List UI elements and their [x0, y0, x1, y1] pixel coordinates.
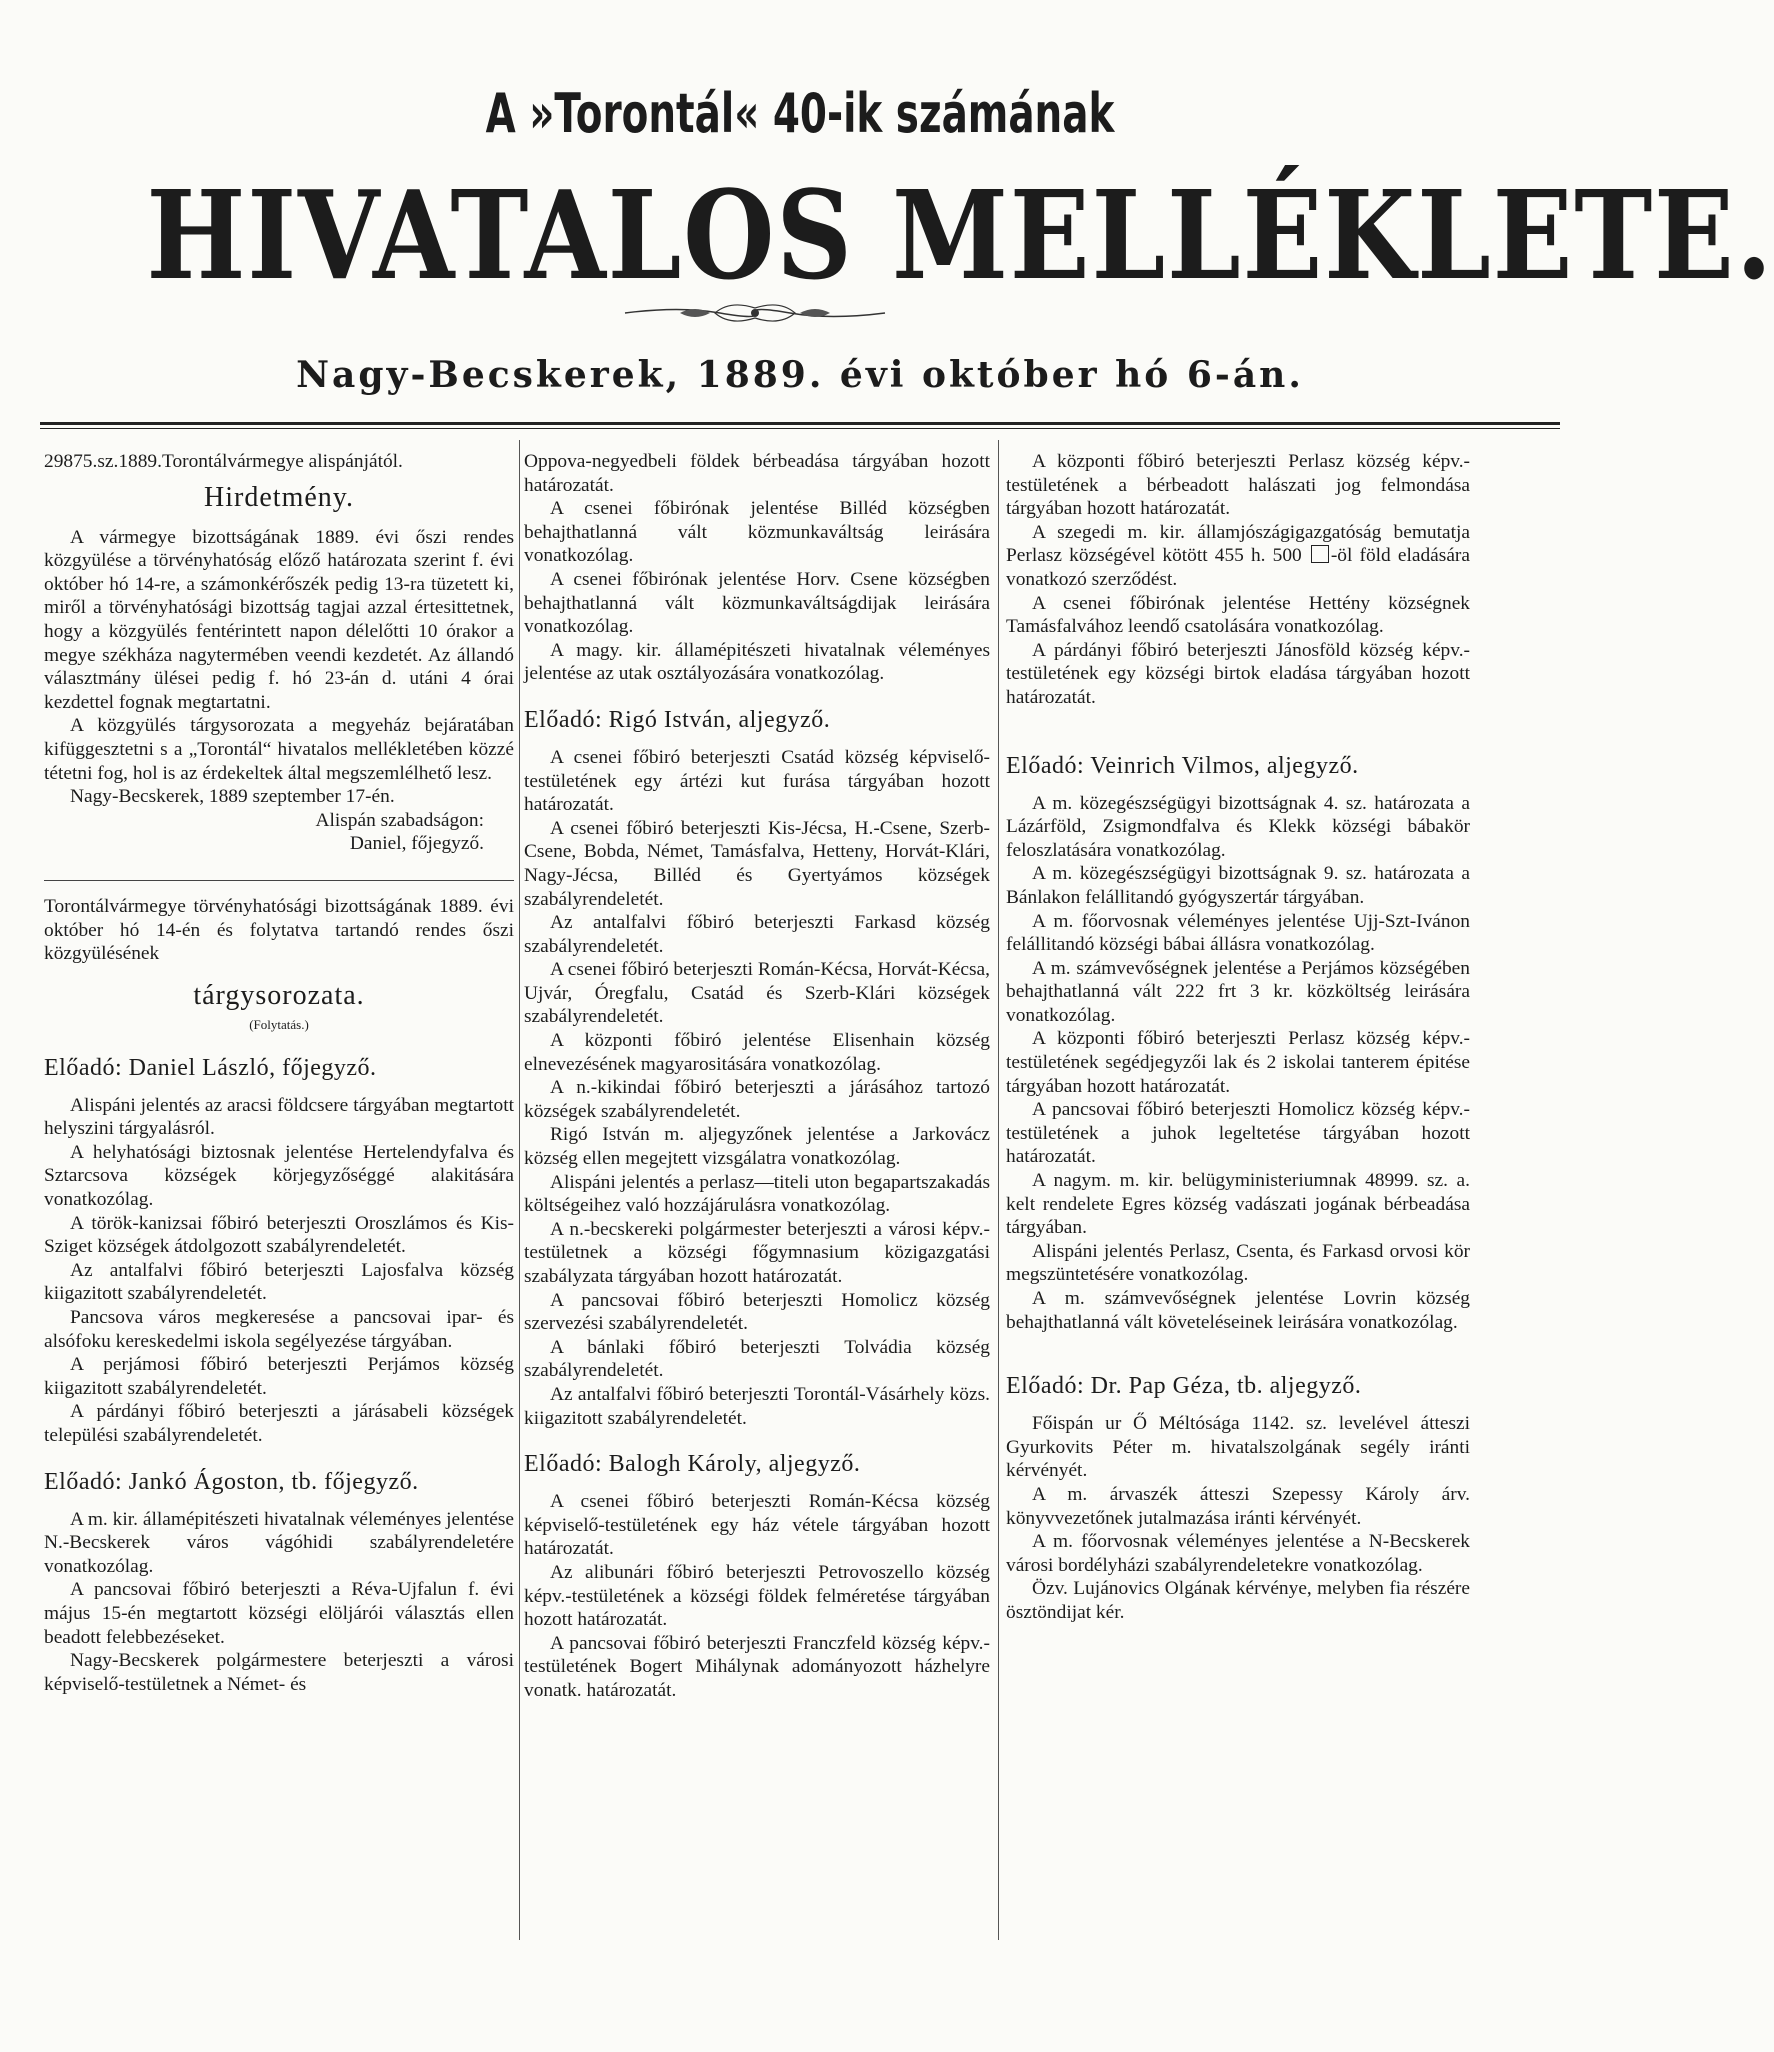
- ornament-divider-icon: [620, 296, 890, 330]
- agenda-item: A magy. kir. államépitészeti hivatalnak véleményes jelentése az utak osztályozására vonatkozólag.: [524, 639, 990, 685]
- column-2: [524, 450, 990, 1703]
- presenter-heading: Előadó: Rigó István, aljegyző.: [524, 706, 831, 733]
- agenda-item-text: -öl föld eladására vonatkozó szerződést.: [1006, 545, 1470, 590]
- agenda-item: A pancsovai főbiró beterjeszti Homolicz község szervezési szabályrendeletét.: [524, 1289, 990, 1335]
- agenda-item: Rigó István m. aljegyzőnek jelentése a Jarkovácz község ellen megejtett vizsgálatra vonatkozólag.: [524, 1124, 990, 1170]
- agenda-item: A csenei főbirónak jelentése Horv. Csene községben behajthatlanná vált közmunkaváltságdijak leirására vonatkozólag.: [524, 568, 990, 638]
- agenda-item: A párdányi főbiró beterjeszti Jánosföld község képv.-testületének egy községi birtok eladása tárgyában hozott határozatát.: [1006, 639, 1470, 708]
- presenter-heading: Előadó: Dr. Pap Géza, tb. aljegyző.: [1006, 1373, 1362, 1400]
- agenda-item: A pancsovai főbiró beterjeszti Franczfeld község képv.-testületének Bogert Mihálynak adományozott házhelyre vonatk. határozatát.: [524, 1632, 990, 1701]
- agenda-item: Alispáni jelentés az aracsi földcsere tárgyában megtartott helyszini tárgyalásról.: [44, 1094, 514, 1140]
- notice-paragraph: A közgyülés tárgysorozata a megyeház bejáratában kifüggesztetni s a „Torontál“ hivatalos mellékletében közzé tétetni fog, hol is az érdekeltek által megszemlélhető lesz.: [44, 715, 514, 784]
- agenda-item: A m. főorvosnak véleményes jelentése a N-Becskerek városi bordélyházi szabályrendeletekre vonatkozólag.: [1006, 1531, 1470, 1576]
- continued-note: (Folytatás.): [249, 1016, 309, 1032]
- agenda-item: Alispáni jelentés Perlasz, Csenta, és Farkasd orvosi kör megszüntetésére vonatkozólag.: [1006, 1240, 1470, 1286]
- agenda-item: A csenei főbiró beterjeszti Kis-Jécsa, H.-Csene, Szerb-Csene, Bobda, Német, Tamásfalva, Hetteny, Horvát-Klári, Nagy-Jécsa, Billéd és Gyertyámos községek szabályrendeletét.: [524, 817, 990, 910]
- signature-line: Alispán szabadságon:: [315, 809, 484, 831]
- presenter-heading: Előadó: Veinrich Vilmos, aljegyző.: [1006, 752, 1359, 779]
- square-fathom-icon: [1311, 545, 1329, 563]
- agenda-item: A csenei főbiró beterjeszti Csatád község képviselő-testületének egy ártézi kut furása tárgyában hozott határozatát.: [524, 746, 990, 816]
- agenda-item: Alispáni jelentés a perlasz—titeli uton begapartszakadás költségeihez való hozzájárulásra vonatkozólag.: [524, 1171, 990, 1217]
- notice-date: Nagy-Becskerek, 1889 szeptember 17-én.: [70, 786, 395, 808]
- agenda-item: A perjámosi főbiró beterjeszti Perjámos község kiigazitott szabályrendeletét.: [44, 1354, 514, 1399]
- agenda-item: Az antalfalvi főbiró beterjeszti Lajosfalva község kiigazitott szabályrendeletét.: [44, 1259, 514, 1305]
- agenda-item: A m. számvevőségnek jelentése a Perjámos községében behajthatlanná vált 222 frt 3 kr. közköltség leirására vonatkozólag.: [1006, 957, 1470, 1026]
- agenda-item: Az antalfalvi főbiró beterjeszti Farkasd község szabályrendeletét.: [524, 912, 990, 957]
- agenda-item: Oppova-negyedbeli földek bérbeadása tárgyában hozott határozatát.: [524, 451, 990, 496]
- agenda-item: A pancsovai főbiró beterjeszti a Réva-Ujfalun f. évi május 15-én megtartott községi elöljárói választás ellen beadott felebbezéseket.: [44, 1579, 514, 1648]
- agenda-item: Főispán ur Ő Méltósága 1142. sz. levelével átteszi Gyurkovits Péter m. hivatalszolgának segély iránti kérvényét.: [1006, 1413, 1470, 1482]
- notice-reference: 29875.sz.1889.Torontálvármegye alispánjától.: [44, 451, 403, 472]
- agenda-item: A nagym. m. kir. belügyministeriumnak 48999. sz. a. kelt rendelete Egres község vadászati jogának bérbeadása tárgyában.: [1006, 1170, 1470, 1239]
- notice-heading: Hirdetmény.: [204, 481, 354, 513]
- agenda-item: [1006, 521, 1470, 592]
- dateline: Nagy-Becskerek, 1889. évi október hó 6-án.: [296, 354, 1304, 396]
- agenda-item-text: A szegedi m. kir. államjószágigazgatóság bemutatja Perlasz községével kötött 455 h. 500: [1006, 521, 1470, 567]
- agenda-item: A török-kanizsai főbiró beterjeszti Oroszlámos és Kis-Sziget községek átdolgozott szabályrendeletét.: [44, 1212, 514, 1258]
- section-rule: [44, 880, 514, 881]
- agenda-item: A m. főorvosnak véleményes jelentése Ujj-Szt-Ivánon felállitandó községi bábai állásra vonatkozólag.: [1006, 910, 1470, 956]
- signature-name: Daniel, főjegyző.: [349, 833, 484, 855]
- agenda-item: A m. közegészségügyi bizottságnak 9. sz. határozata a Bánlakon felállitandó gyógyszertár tárgyában.: [1006, 863, 1470, 908]
- agenda-item: A központi főbiró beterjeszti Perlasz község képv.-testületének a bérbeadott halászati jog felmondása tárgyában hozott határozatát.: [1006, 451, 1470, 520]
- agenda-item: A csenei főbiró beterjeszti Román-Kécsa község képviselő-testületének egy ház vétele tárgyában hozott határozatát.: [524, 1491, 990, 1560]
- notice-paragraph: A vármegye bizottságának 1889. évi őszi rendes közgyülése a törvényhatóság előző határozata szerint f. évi október hó 14-re, a számonkérőszék pedig 13-ra tüzetett ki, miről a törvényhatósági bizottság tagjai azzal értesittetnek, hogy a közgyülés fentérintett napon délelőtti 10 órakor a megye székháza nagytermében veendi kezdetét. Az állandó választmány ülései pedig f. hó 23-án d. utáni 4 órai kezdettel fognak megtartatni.: [44, 526, 514, 713]
- agenda-item: A m. közegészségügyi bizottságnak 4. sz. határozata a Lázárföld, Zsigmondfalva és Klekk községi bábakör feloszlatására vonatkozólag.: [1006, 792, 1470, 861]
- column-3: [1006, 450, 1470, 1625]
- agenda-item: A pancsovai főbiró beterjeszti Homolicz község képv.-testületének a juhok legeltetése tárgyában hozott határozatát.: [1006, 1099, 1470, 1168]
- agenda-item: Az antalfalvi főbiró beterjeszti Torontál-Vásárhely közs. kiigazitott szabályrendeletét.: [524, 1383, 990, 1429]
- agenda-item: Özv. Lujánovics Olgának kérvénye, melyben fia részére ösztöndijat kér.: [1006, 1578, 1470, 1623]
- agenda-item: A helyhatósági biztosnak jelentése Hertelendyfalva és Sztarcsova községek körjegyzőséggé alakitására vonatkozólag.: [44, 1141, 514, 1211]
- agenda-item: A n.-becskereki polgármester beterjeszti a városi képv.-testületnek a községi főgymnasium közigazgatási szabályzata tárgyában hozott határozatát.: [524, 1218, 990, 1287]
- agenda-item: A csenei főbiró beterjeszti Román-Kécsa, Horvát-Kécsa, Ujvár, Óregfalu, Csatád és Szerb-Klári községek szabályrendeletét.: [524, 959, 990, 1028]
- agenda-item: A n.-kikindai főbiró beterjeszti a járásához tartozó községek szabályrendeletét.: [524, 1077, 990, 1122]
- agenda-intro: Torontálvármegye törvényhatósági bizottságának 1889. évi október hó 14-én és folytatva tartandó rendes őszi közgyülésének: [44, 895, 514, 965]
- agenda-heading: tárgysorozata.: [193, 979, 365, 1011]
- agenda-item: Az alibunári főbiró beterjeszti Petrovoszello község képv.-testületének a községi földek felméretése tárgyában hozott határozatát.: [524, 1561, 990, 1631]
- agenda-item: Nagy-Becskerek polgármestere beterjeszti a városi képviselő-testületnek a Német- és: [44, 1650, 514, 1695]
- agenda-item: A m. számvevőségnek jelentése Lovrin község behajthatlanná vált követeléseinek leirására vonatkozólag.: [1006, 1288, 1470, 1333]
- agenda-item: A központi főbiró jelentése Elisenhain község elnevezésének magyarositására vonatkozólag.: [524, 1030, 990, 1075]
- column-1: [44, 450, 514, 1696]
- agenda-item: A m. árvaszék átteszi Szepessy Károly árv. könyvvezetőnek jutalmazása iránti kérvényét.: [1006, 1483, 1470, 1529]
- column-divider: [519, 440, 520, 1940]
- header-rule-thin: [40, 428, 1560, 429]
- agenda-item: Pancsova város megkeresése a pancsovai ipar- és alsófoku kereskedelmi iskola segélyezése tárgyában.: [44, 1307, 514, 1352]
- supplement-line: A »Torontál« 40-ik számának: [485, 82, 1115, 145]
- presenter-heading: Előadó: Daniel László, főjegyző.: [44, 1054, 377, 1081]
- agenda-item: A központi főbiró beterjeszti Perlasz község képv.-testületének segédjegyzői lak és 2 iskolai tanterem épitése tárgyában hozott határozatát.: [1006, 1028, 1470, 1097]
- header-rule: [40, 422, 1560, 425]
- agenda-item: A csenei főbirónak jelentése Billéd községben behajthatlanná vált közmunkaváltság leirására vonatkozólag.: [524, 498, 990, 567]
- column-divider: [998, 440, 999, 1940]
- agenda-item: A m. kir. államépitészeti hivatalnak véleményes jelentése N.-Becskerek város vágóhidi szabályrendeletére vonatkozólag.: [44, 1508, 514, 1577]
- masthead-title: HIVATALOS MELLÉKLETE.: [146, 163, 1774, 307]
- presenter-heading: Előadó: Jankó Ágoston, tb. főjegyző.: [44, 1468, 419, 1495]
- presenter-heading: Előadó: Balogh Károly, aljegyző.: [524, 1451, 861, 1478]
- agenda-item: A csenei főbirónak jelentése Hettény községnek Tamásfalvához leendő csatolására vonatkozólag.: [1006, 592, 1470, 638]
- agenda-item: A bánlaki főbiró beterjeszti Tolvádia község szabályrendeletét.: [524, 1336, 990, 1382]
- agenda-item: A párdányi főbiró beterjeszti a járásabeli községek települési szabályrendeletét.: [44, 1401, 514, 1446]
